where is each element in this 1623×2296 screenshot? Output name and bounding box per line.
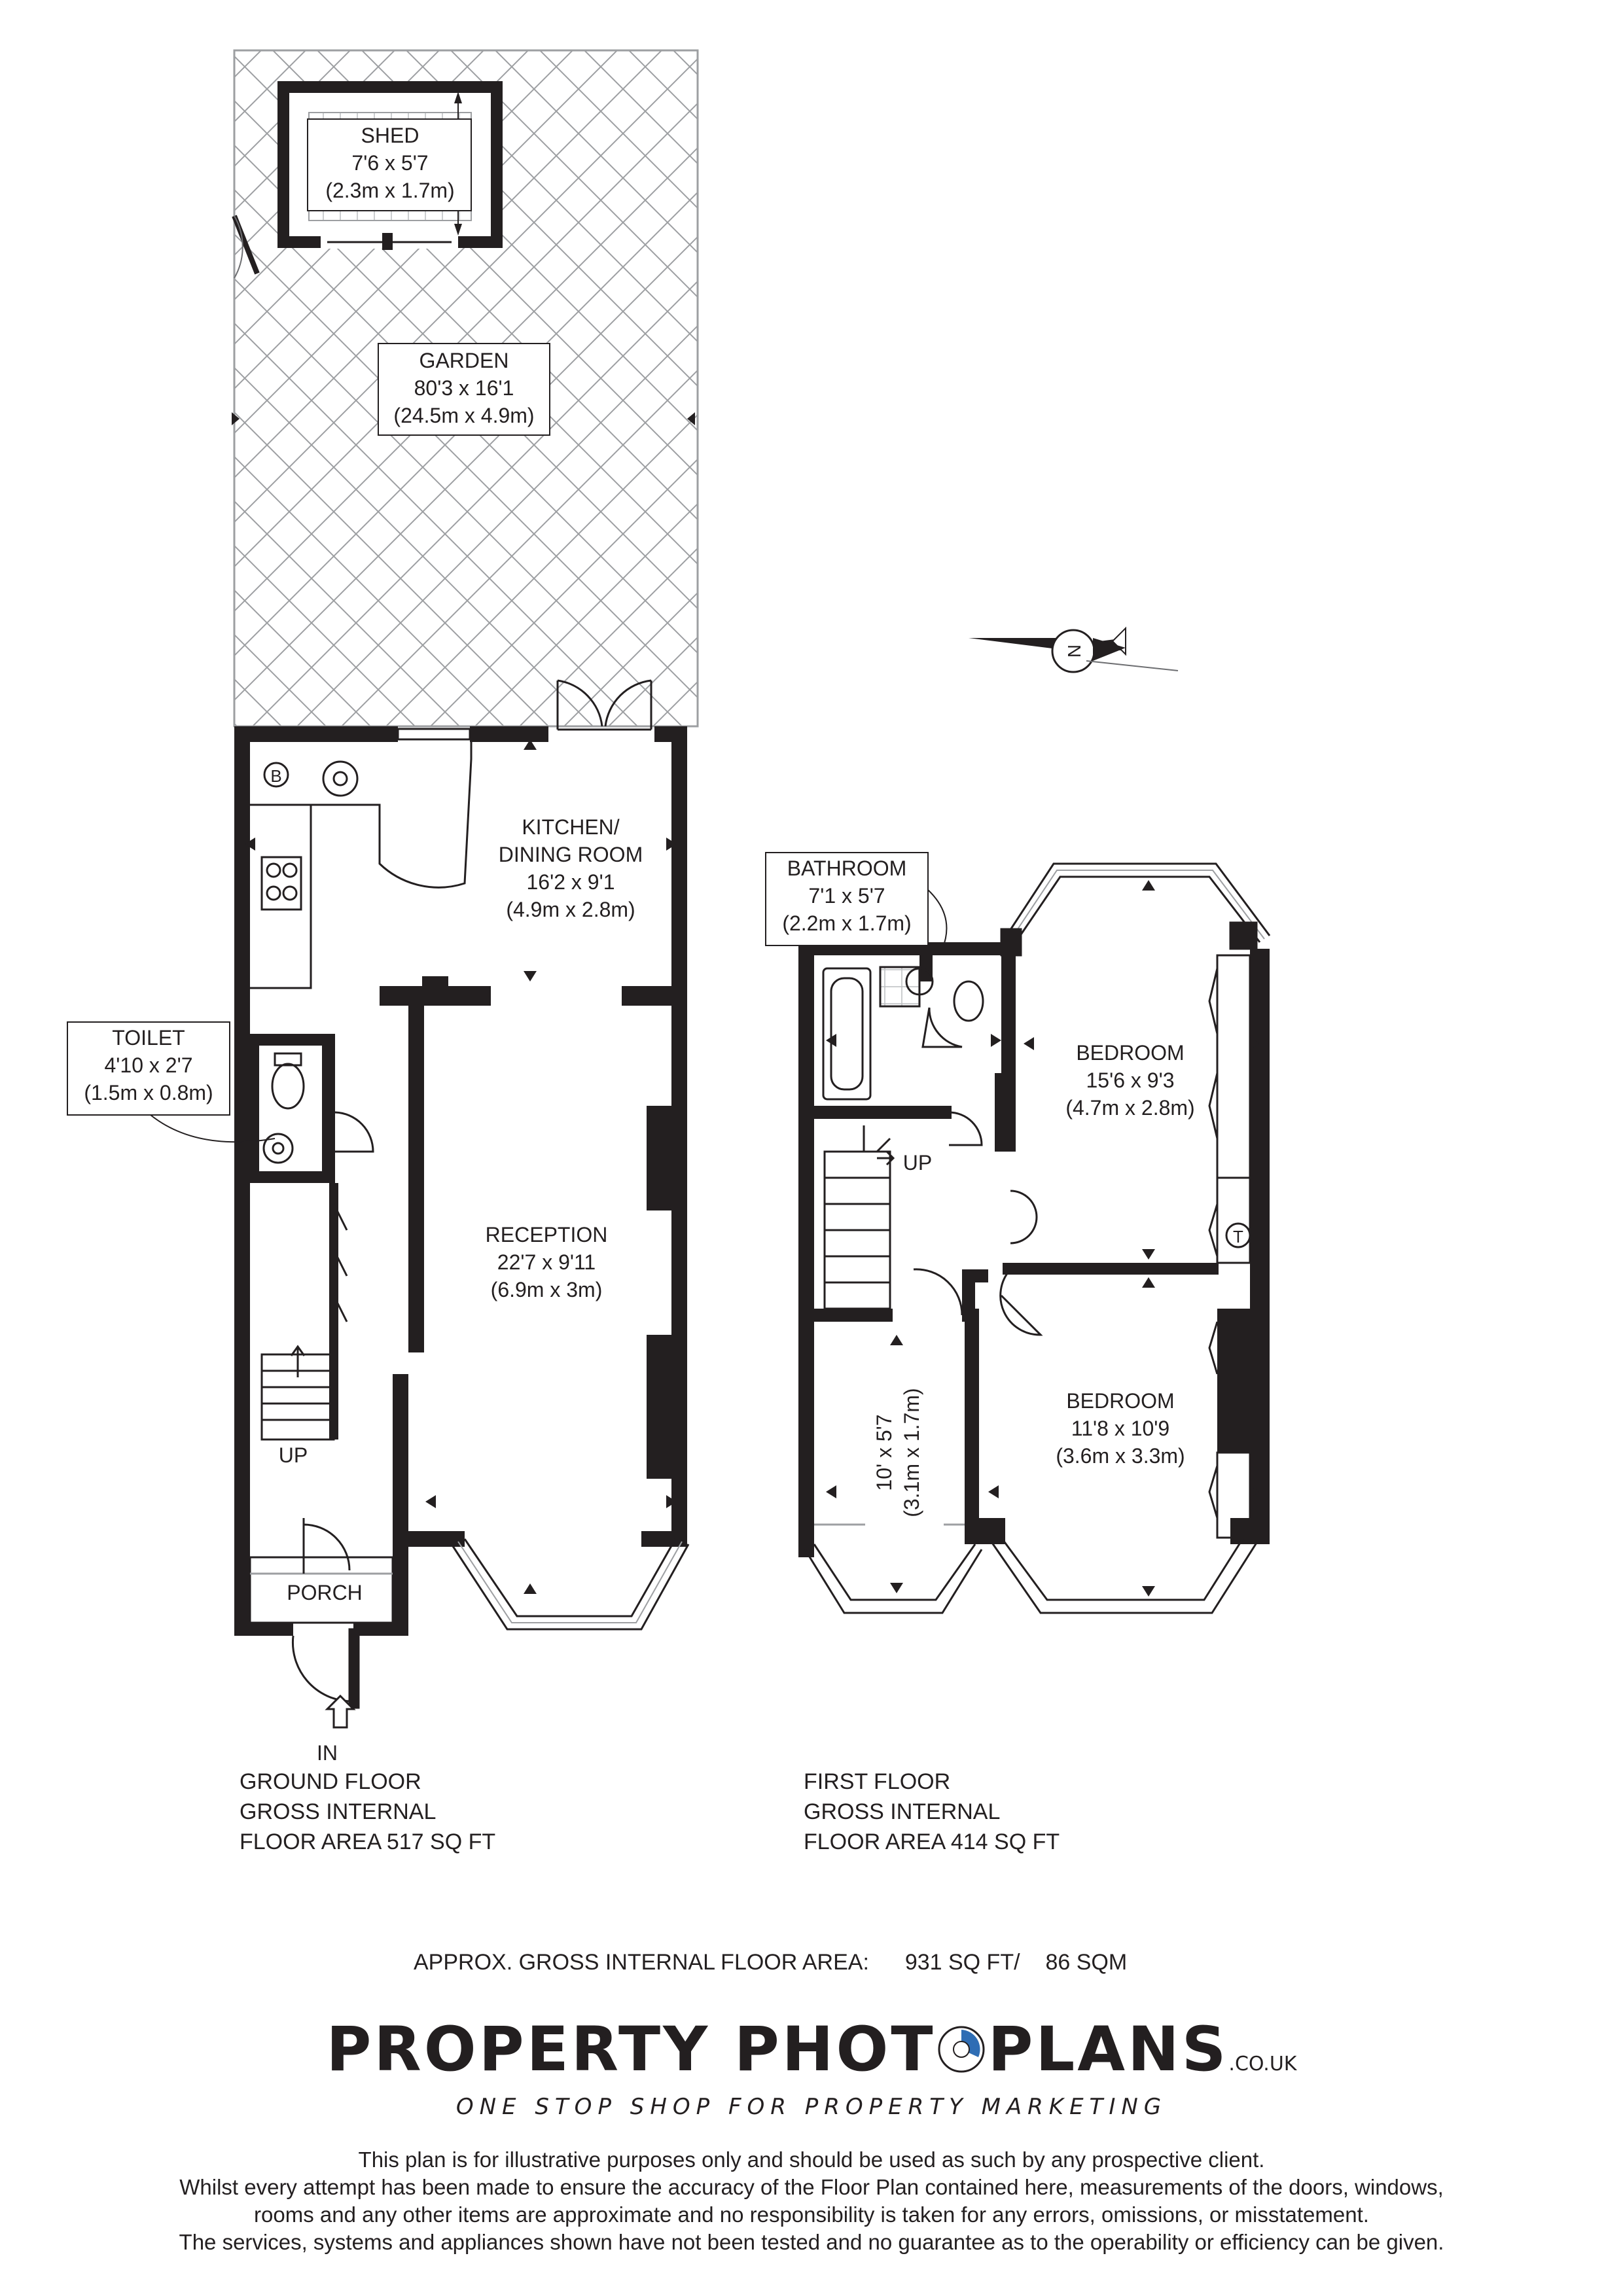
camera-lens-logo-icon [935, 2019, 988, 2072]
shed-imperial: 7'6 x 5'7 [351, 151, 429, 175]
kitchen-imperial: 16'2 x 9'1 [526, 870, 615, 894]
shed-name: SHED [361, 124, 419, 147]
reception-imperial: 22'7 x 9'11 [497, 1250, 596, 1274]
disclaimer-line-1: This plan is for illustrative purposes only and should be used as such by any prospective client. [358, 2147, 1265, 2172]
box-room-metric: (3.1m x 1.7m) [900, 1388, 923, 1517]
first-floor-stairs [825, 1125, 962, 1315]
bedroom2-imperial: 11'8 x 10'9 [1071, 1417, 1170, 1440]
total-area-sqft: 931 SQ FT/ [904, 1950, 1020, 1975]
disclaimer-line-3: rooms and any other items are approximate and no responsibility is taken for any errors, omissions, or misstatement. [254, 2202, 1369, 2227]
shed-metric: (2.3m x 1.7m) [325, 179, 455, 202]
north-label: N [1064, 644, 1084, 658]
bedroom1-metric: (4.7m x 2.8m) [1065, 1096, 1195, 1120]
disclaimer-line-4: The services, systems and appliances shown have not been tested and no guarantee as to the operability or efficiency can be given. [179, 2230, 1444, 2254]
bathroom-imperial: 7'1 x 5'7 [808, 884, 885, 908]
toilet-fittings [264, 1053, 373, 1163]
first-floor-summary [804, 1767, 1060, 1857]
first-floor-title: FIRST FLOOR [804, 1769, 951, 1794]
garden-imperial: 80'3 x 16'1 [414, 376, 514, 400]
bedroom1-imperial: 15'6 x 9'3 [1086, 1069, 1175, 1092]
ground-floor-gross: GROSS INTERNAL [240, 1799, 437, 1824]
garden-metric: (24.5m x 4.9m) [393, 404, 535, 427]
brand-logo [0, 2014, 1623, 2085]
bedroom1-name: BEDROOM [1076, 1041, 1185, 1065]
porch-walls [250, 1518, 393, 1708]
brand-tagline: ONE STOP SHOP FOR PROPERTY MARKETING [455, 2094, 1168, 2120]
tank-marker-label: T [1233, 1227, 1243, 1246]
total-area-label: APPROX. GROSS INTERNAL FLOOR AREA: [414, 1950, 869, 1975]
toilet-metric: (1.5m x 0.8m) [84, 1081, 213, 1104]
garden-name: GARDEN [419, 349, 509, 372]
first-floor-gross: GROSS INTERNAL [804, 1799, 1001, 1824]
brand-name-part1: PROPERTY PHOT [326, 2014, 936, 2085]
reception-name: RECEPTION [485, 1223, 608, 1246]
reception-metric: (6.9m x 3m) [490, 1278, 603, 1301]
stairs-up-first: UP [902, 1151, 933, 1174]
reception-bay-window [452, 1539, 688, 1629]
ground-floor-title: GROUND FLOOR [240, 1769, 421, 1794]
kitchen-metric: (4.9m x 2.8m) [506, 898, 635, 921]
stairs-up-ground: UP [278, 1443, 308, 1467]
porch-name: PORCH [287, 1581, 363, 1604]
toilet-imperial: 4'10 x 2'7 [104, 1053, 193, 1077]
bathroom-name: BATHROOM [787, 857, 907, 880]
bedroom2-bay [992, 1538, 1257, 1613]
box-room-bay [805, 1525, 982, 1613]
kitchen-name-line2: DINING ROOM [498, 843, 643, 866]
bedroom2-metric: (3.6m x 3.3m) [1056, 1444, 1185, 1468]
boiler-marker-label: B [270, 766, 282, 786]
entrance-label: IN [317, 1741, 338, 1765]
disclaimer-line-2: Whilst every attempt has been made to ensure the accuracy of the Floor Plan contained here, measurements of the doors, windows, [179, 2175, 1444, 2199]
ground-floor-summary [240, 1767, 495, 1857]
toilet-name: TOILET [112, 1026, 185, 1050]
ground-floor-stairs [262, 1183, 347, 1439]
kitchen-name-line1: KITCHEN/ [522, 815, 620, 839]
box-room-imperial: 10' x 5'7 [872, 1414, 896, 1491]
disclaimer [0, 2146, 1623, 2256]
first-floor-area: FLOOR AREA 414 SQ FT [804, 1829, 1060, 1854]
bedroom1-bay [1001, 864, 1270, 955]
brand-name-part2: PLANS [988, 2014, 1229, 2085]
brand-domain: .CO.UK [1228, 2053, 1297, 2075]
total-area-sqm: 86 SQM [1045, 1950, 1128, 1975]
ground-floor-area: FLOOR AREA 517 SQ FT [240, 1829, 496, 1854]
bedroom2-name: BEDROOM [1066, 1389, 1175, 1413]
total-area-line [414, 1950, 1127, 1975]
bathroom-metric: (2.2m x 1.7m) [782, 911, 912, 935]
